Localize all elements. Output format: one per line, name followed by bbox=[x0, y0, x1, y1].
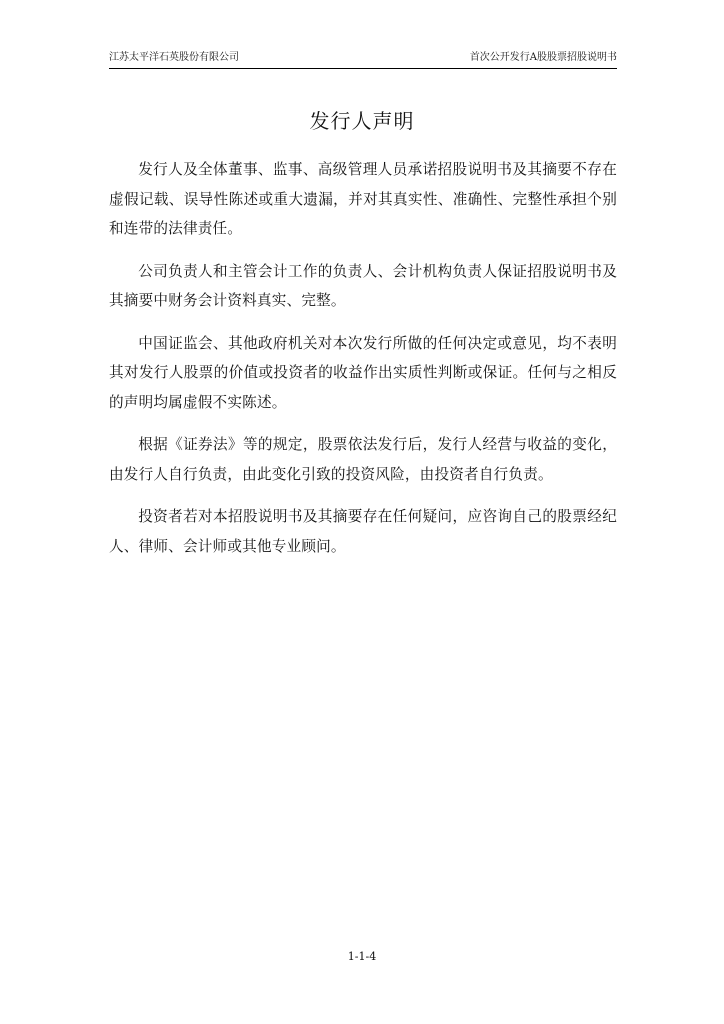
paragraph-4: 根据《证券法》等的规定，股票依法发行后，发行人经营与收益的变化，由发行人自行负责，由此变化引致的投资风险，由投资者自行负责。 bbox=[109, 436, 617, 483]
page-title: 发行人声明 bbox=[309, 109, 415, 133]
page-number: 1-1-4 bbox=[347, 950, 377, 963]
header-document-title: 首次公开发行A股股票招股说明书 bbox=[469, 52, 617, 63]
paragraph-1: 发行人及全体董事、监事、高级管理人员承诺招股说明书及其摘要不存在虚假记载、误导性陈述或重大遗漏，并对其真实性、准确性、完整性承担个别和连带的法律责任。 bbox=[109, 161, 617, 237]
page-header bbox=[109, 50, 617, 69]
paragraph-3: 中国证监会、其他政府机关对本次发行所做的任何决定或意见，均不表明其对发行人股票的价值或投资者的收益作出实质性判断或保证。任何与之相反的声明均属虚假不实陈述。 bbox=[109, 334, 617, 411]
header-company-name: 江苏太平洋石英股份有限公司 bbox=[109, 52, 239, 63]
paragraph-5: 投资者若对本招股说明书及其摘要存在任何疑问，应咨询自己的股票经纪人、律师、会计师或其他专业顾问。 bbox=[109, 508, 617, 555]
paragraph-2: 公司负责人和主管会计工作的负责人、会计机构负责人保证招股说明书及其摘要中财务会计资料真实、完整。 bbox=[109, 262, 617, 309]
declaration-body bbox=[109, 155, 617, 574]
